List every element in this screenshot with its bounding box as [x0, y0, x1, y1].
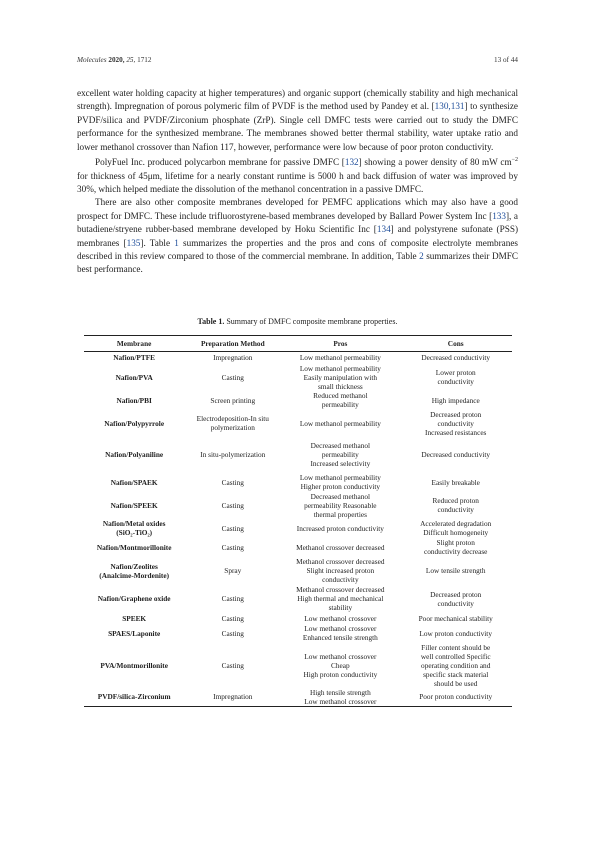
membrane-properties-table [84, 335, 512, 707]
text-run: ]. Table [140, 237, 175, 248]
pros-cell: Low methanol permeability Higher proton conductivity [299, 473, 381, 491]
pros-cell: Methanol crossover decreased Slight increased proton conductivity [296, 557, 385, 584]
pros-cell: Low methanol crossover [304, 613, 377, 623]
method-cell: Casting [221, 628, 244, 638]
citation-link[interactable]: 134 [376, 224, 391, 235]
membrane-cell: Nafion/SPEEK [110, 500, 158, 510]
body-text [77, 87, 518, 277]
paragraph-2 [77, 154, 518, 196]
table-caption [0, 317, 595, 326]
text-run: ] showing a power density of 80 mW cm [358, 157, 512, 168]
table-row [84, 643, 512, 688]
method-cell: Casting [221, 594, 244, 603]
column-header-method: Preparation Method [184, 336, 281, 352]
cons-cell: Poor proton conductivity [399, 688, 512, 707]
cons-cell: Low tensile strength [425, 566, 486, 575]
text-run: ] and polystyrene sufonate (PSS) membranes [ [77, 224, 519, 248]
pros-cell: Reduced methanol permeability [313, 391, 368, 409]
membrane-cell: PVA/Montmorillonite [100, 660, 168, 670]
pros-cell: Methanol crossover decreased High thermal and mechanical stability [296, 585, 385, 612]
pros-cell: Low methanol crossover Cheap High proton conductivity [303, 651, 378, 679]
table-link[interactable]: 1 [174, 237, 179, 248]
cons-cell: Low proton conductivity [419, 628, 492, 638]
text-run: PolyFuel Inc. produced polycarbon membrane for passive DMFC [ [95, 157, 345, 168]
membrane-cell: Nafion/Polyaniline [105, 450, 164, 459]
table-body [84, 352, 512, 707]
method-cell: Screen printing [210, 395, 256, 405]
table-row [84, 410, 512, 437]
table-row [84, 473, 512, 492]
table-row [84, 492, 512, 519]
text-run: excellent water holding capacity at higher temperatures) and organic support (chemically stability and high mechanical strength). Impregnation of porous polymeric film of PVDF is the method used by Pandey et al. [ [77, 88, 518, 112]
membrane-cell: Nafion/Polypyrrole [104, 418, 165, 428]
method-cell: Casting [221, 542, 244, 552]
citation-link[interactable]: 135 [126, 237, 141, 248]
text-run: for thickness of 45μm, lifetime for a nearly constant runtime is 5000 h and back diffusion of water was improved by 30%, which helped mediate the dissolution of the methanol concentration in a passive DMFC. [77, 170, 518, 194]
page-number: 13 of 44 [494, 56, 518, 64]
pros-cell: Increased proton conductivity [296, 523, 384, 533]
table-row [84, 352, 512, 364]
table-caption-text: Summary of DMFC composite membrane properties. [224, 317, 398, 326]
cons-cell: Decreased proton conductivity Increased resistances [425, 409, 487, 437]
cons-cell: Easily breakable [431, 477, 480, 487]
cons-cell: High impedance [431, 395, 480, 405]
cons-cell: Slight proton conductivity decrease [424, 538, 488, 556]
membrane-cell: Nafion/Metal oxides (SiO₂-TiO₂) [102, 519, 166, 537]
table-row [84, 538, 512, 557]
citation-link[interactable]: 133 [492, 210, 506, 221]
text-run: summarizes their DMFC best performance. [77, 250, 518, 275]
pros-cell: Low methanol permeability [299, 418, 381, 428]
paragraph-3 [77, 196, 518, 276]
cons-cell: Reduced proton conductivity [432, 496, 479, 514]
cons-cell: Poor mechanical stability [418, 613, 493, 623]
method-cell: Casting [221, 660, 244, 670]
membrane-cell: Nafion/PVA [115, 372, 153, 382]
method-cell: In situ-polymerization [200, 450, 266, 459]
cons-cell: Filler content should be well controlled Specific operating condition and specific stack material should be used [420, 642, 491, 688]
table-header-row [84, 336, 512, 352]
method-cell: Casting [221, 372, 244, 382]
method-cell: Impregnation [184, 688, 281, 707]
superscript: −2 [511, 157, 518, 164]
membrane-cell: Nafion/Graphene oxide [97, 594, 171, 603]
journal-year: 2020, [108, 56, 125, 64]
table-row [84, 585, 512, 613]
method-cell: Casting [221, 613, 244, 623]
cons-cell: Decreased conductivity [421, 450, 491, 459]
table-row [84, 391, 512, 410]
text-run: There are also other composite membranes developed for PEMFC applications which may also have a good prospect for DMFC. These include trifluorostyrene-based membranes developed by Ballard Power System Inc [ [77, 197, 518, 221]
article-number: 1712 [137, 56, 152, 64]
cons-cell: Accelerated degradation Difficult homogeneity [420, 519, 492, 537]
membrane-cell: Nafion/SPAEK [110, 477, 158, 487]
method-cell: Casting [221, 523, 244, 533]
table-row [84, 688, 512, 707]
pros-cell: Decreased methanol permeability Increased selectivity [310, 441, 371, 468]
table-row [84, 437, 512, 473]
membrane-cell: SPAES/Laponite [108, 628, 161, 638]
table-row [84, 624, 512, 643]
membrane-cell: Nafion/Zeolites (Analcime-Mordenite) [99, 561, 169, 580]
cons-cell: Lower proton conductivity [435, 368, 476, 386]
pros-cell: Methanol crossover decreased [296, 542, 385, 552]
membrane-cell: Nafion/PBI [116, 395, 152, 405]
cons-cell: Decreased conductivity [421, 353, 491, 363]
column-header-cons: Cons [399, 336, 512, 352]
journal-volume: 25, [126, 56, 136, 64]
pros-cell: Low methanol permeability [299, 353, 381, 363]
table-row [84, 557, 512, 585]
text-run: ] to synthesize PVDF/silica and PVDF/Zirconium phosphate (ZrP). Single cell DMFC tests were carried out to study the DMFC performance for the synthesized membrane. The membranes showed better thermal stability, water uptake ratio and lower methanol crossover than Nafion 117, however, performance were low because of poor proton conductivity. [77, 101, 519, 152]
membrane-cell: SPEEK [122, 613, 147, 623]
column-header-membrane: Membrane [84, 336, 184, 352]
method-cell: Impregnation [213, 353, 253, 363]
membrane-cell: PVDF/silica-Zirconium [84, 688, 184, 707]
journal-citation [77, 56, 151, 64]
method-cell: Spray [224, 566, 242, 575]
table-row [84, 613, 512, 624]
citation-link[interactable]: 130,131 [434, 101, 465, 112]
text-run: ], a butadiene/stryene rubber-based membrane developed by Hoku Scientific Inc [ [77, 210, 518, 235]
table-row [84, 364, 512, 391]
pros-cell: Decreased methanol permeability Reasonable thermal properties [304, 491, 377, 519]
page-header [77, 56, 518, 64]
citation-link[interactable]: 132 [344, 157, 359, 168]
cons-cell: Decreased proton conductivity [430, 589, 482, 608]
membrane-cell: Nafion/PTFE [113, 353, 156, 363]
pros-cell: Low methanol permeability Easily manipulation with small thickness [299, 363, 381, 391]
pros-cell: Low methanol crossover Enhanced tensile strength [302, 624, 378, 642]
paragraph-1 [77, 87, 518, 154]
membrane-cell: Nafion/Montmorillonite [96, 542, 172, 552]
table-row [84, 519, 512, 538]
column-header-pros: Pros [281, 336, 399, 352]
method-cell: Casting [221, 500, 244, 510]
journal-name: Molecules [77, 56, 107, 64]
pros-cell: High tensile strength Low methanol crossover [281, 688, 399, 707]
table-link[interactable]: 2 [419, 250, 424, 261]
text-run: summarizes the properties and the pros and cons of composite electrolyte membranes described in this review compared to those of the commercial membrane. In addition, Table [77, 237, 518, 261]
table-caption-label: Table 1. [197, 317, 225, 326]
method-cell: Casting [221, 477, 244, 487]
method-cell: Electrodeposition-In situ polymerization [196, 414, 269, 432]
